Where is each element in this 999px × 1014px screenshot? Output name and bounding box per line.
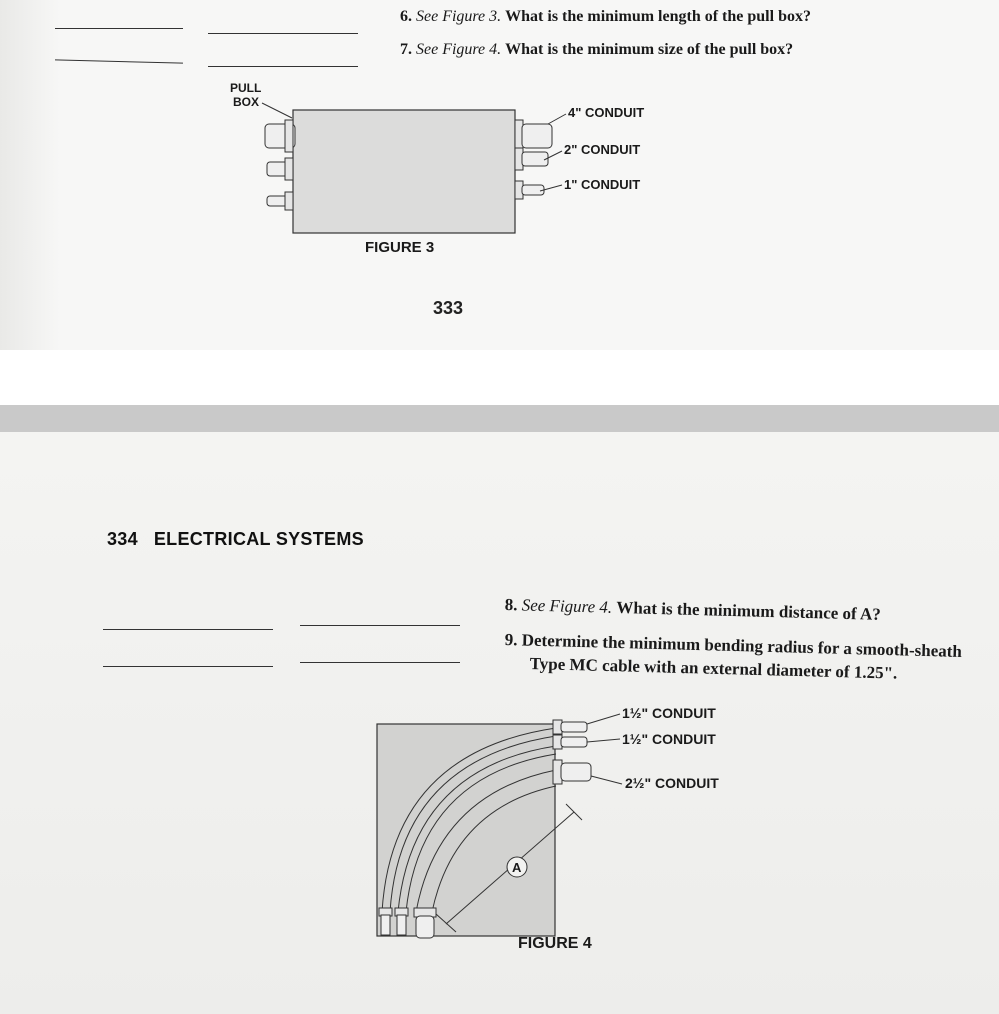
page-gap [0, 350, 999, 405]
pull-box [377, 724, 555, 936]
pull-box-label-2: BOX [233, 95, 260, 109]
bottom-page [0, 432, 999, 1014]
question-number: 6. [400, 8, 412, 25]
left-conduit-2in [267, 158, 293, 180]
conduit-label-4in: 4" CONDUIT [568, 105, 645, 120]
question-number: 9. [504, 630, 518, 650]
question-text: What is the minimum distance of A? [616, 597, 882, 624]
right-conduit-4in [515, 120, 552, 152]
right-conduit-2in [515, 148, 548, 170]
pull-box-leader [262, 103, 292, 118]
conduit-leader [587, 739, 620, 742]
conduit-leader [591, 776, 622, 784]
conduit-label-2: 1½" CONDUIT [622, 731, 716, 747]
figure-ref: See Figure 4. [416, 41, 502, 58]
question-number: 7. [400, 41, 412, 58]
header-title: ELECTRICAL SYSTEMS [153, 529, 364, 549]
question-text: What is the minimum length of the pull box? [505, 8, 811, 25]
conduit-label-1in: 1" CONDUIT [564, 177, 641, 192]
conduit-label-1: 1½" CONDUIT [622, 705, 716, 721]
marker-a-label: A [512, 860, 522, 875]
question-text: What is the minimum size of the pull box? [505, 41, 794, 58]
conduit-label-2in: 2" CONDUIT [564, 142, 641, 157]
page-number-333: 333 [433, 298, 464, 318]
question-number: 8. [504, 595, 518, 615]
figure-ref: See Figure 4. [521, 595, 613, 617]
conduit-label-3: 2½" CONDUIT [625, 775, 719, 791]
left-conduit-4in [265, 120, 295, 152]
figure-3-diagram [0, 0, 999, 350]
figure-4-caption: FIGURE 4 [518, 935, 592, 952]
top-page [0, 0, 999, 350]
question-text-line2: Type MC cable with an external diameter of 1.25". [529, 654, 898, 683]
pull-box-label-1: PULL [230, 81, 262, 95]
left-conduit-1in [267, 192, 293, 210]
figure-ref: See Figure 3. [416, 8, 502, 25]
header-page-number: 334 [107, 529, 138, 549]
figure-4-diagram [0, 432, 999, 1014]
right-conduit-stubs [553, 720, 591, 784]
figure-3-caption: FIGURE 3 [365, 239, 435, 256]
conduit-leader [587, 714, 620, 724]
page-divider [0, 405, 999, 432]
dimension-tick [566, 804, 582, 820]
right-conduit-1in [515, 181, 544, 199]
pull-box [293, 110, 515, 233]
conduit-leader [548, 114, 566, 124]
question-text-line1: Determine the minimum bending radius for a smooth-sheath [521, 630, 963, 661]
